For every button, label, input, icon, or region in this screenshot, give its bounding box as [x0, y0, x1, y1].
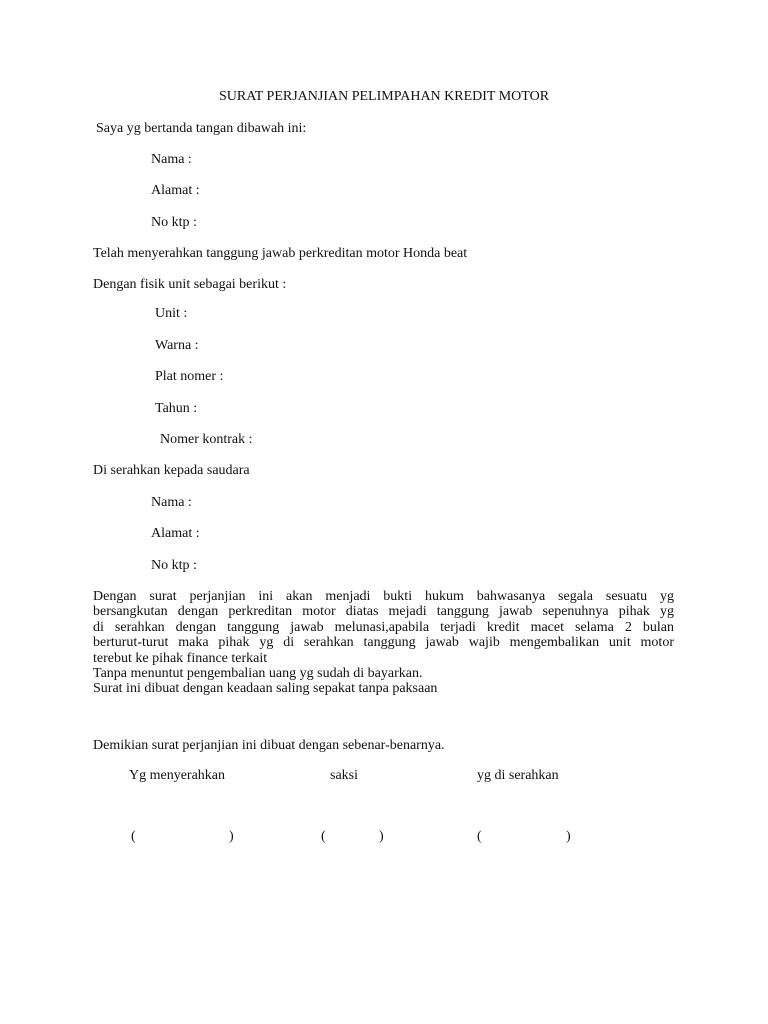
witness-close-paren: ) [379, 829, 384, 844]
document-title: SURAT PERJANJIAN PELIMPAHAN KREDIT MOTOR [218, 89, 550, 104]
signature-witness-label: saksi [330, 768, 358, 783]
recipient-intro-text: Di serahkan kepada saudara [93, 463, 250, 478]
nomer-kontrak-label: Nomer kontrak : [160, 432, 253, 447]
party1-nama-label: Nama : [151, 152, 192, 167]
signature-receiver-label: yg di serahkan [477, 768, 559, 783]
body-line-6: Tanpa menuntut pengembalian uang yg sudah di bayarkan. [93, 666, 423, 682]
unit-intro-text: Dengan fisik unit sebagai berikut : [93, 277, 287, 292]
party2-noktp-label: No ktp : [151, 558, 197, 573]
plat-nomer-label: Plat nomer : [155, 369, 224, 384]
tahun-label: Tahun : [155, 401, 198, 416]
handover-text: Telah menyerahkan tanggung jawab perkreditan motor Honda beat [93, 246, 468, 261]
body-line-1: Dengan surat perjanjian ini akan menjadi bukti hukum bahwasanya segala sesuatu yg [93, 589, 674, 604]
closing-text: Demikian surat perjanjian ini dibuat dengan sebenar-benarnya. [93, 738, 445, 753]
party2-nama-label: Nama : [151, 495, 192, 510]
signature-giver-label: Yg menyerahkan [129, 768, 226, 783]
receiver-open-paren: ( [477, 829, 482, 844]
unit-label: Unit : [155, 306, 188, 321]
party1-alamat-label: Alamat : [151, 183, 200, 198]
intro-text: Saya yg bertanda tangan dibawah ini: [96, 121, 307, 136]
party1-noktp-label: No ktp : [151, 215, 197, 230]
receiver-close-paren: ) [566, 829, 571, 844]
witness-open-paren: ( [321, 829, 326, 844]
body-line-2: bersangkutan dengan perkreditan motor diatas mejadi tanggung jawab sepenuhnya pihak yg [93, 604, 674, 620]
party2-alamat-label: Alamat : [151, 526, 200, 541]
body-line-3: di serahkan dengan tanggung jawab melunasi,apabila terjadi kredit macet selama 2 bulan [93, 619, 674, 635]
body-line-5: terebut ke pihak finance terkait [93, 650, 268, 666]
body-line-4: berturut-turut maka pihak yg di serahkan tanggung jawab wajib mengembalikan unit motor [93, 635, 674, 651]
body-line-7: Surat ini dibuat dengan keadaan saling sepakat tanpa paksaan [93, 681, 438, 697]
giver-open-paren: ( [131, 829, 136, 844]
giver-close-paren: ) [229, 829, 234, 844]
agreement-body [93, 589, 674, 697]
warna-label: Warna : [155, 338, 199, 353]
